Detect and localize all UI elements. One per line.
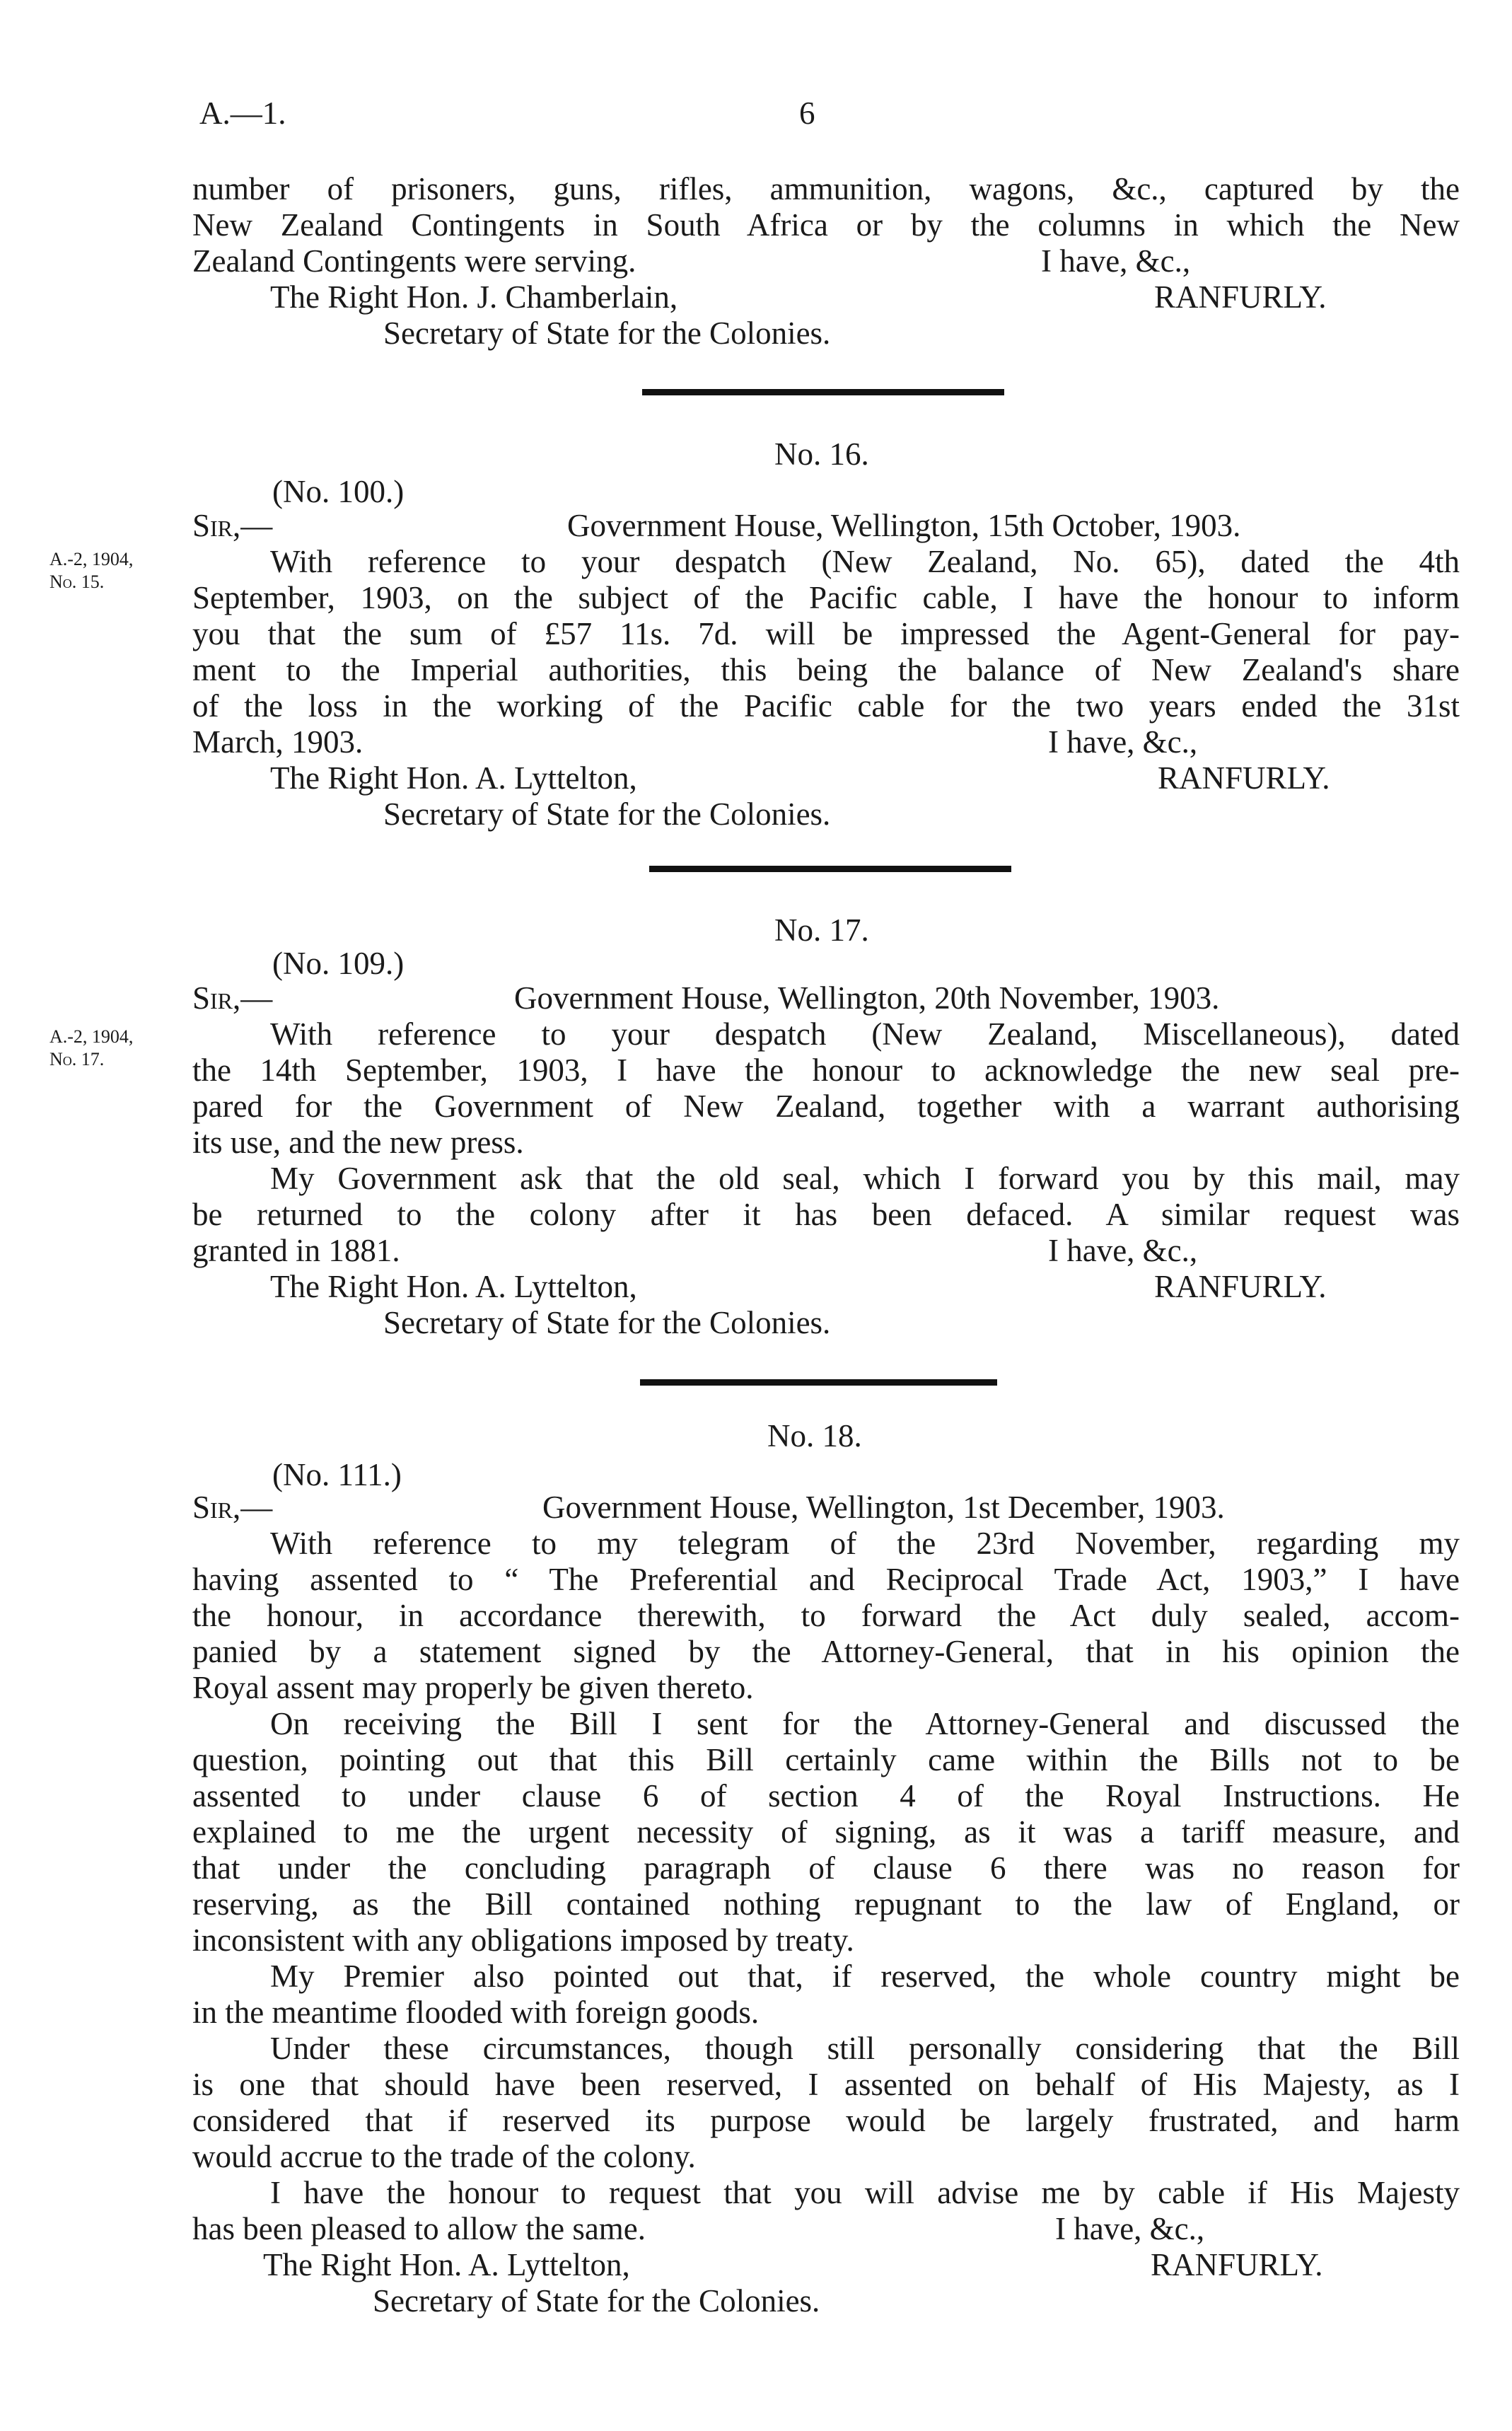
- section-rule: [649, 866, 1011, 872]
- text-line: its use, and the new press.: [192, 1125, 524, 1160]
- text-line: My Government ask that the old seal, which I forward you by this mail, may: [270, 1161, 1460, 1196]
- salutation: Sir,—: [192, 1490, 273, 1525]
- section-rule: [642, 389, 1004, 395]
- margin-note-line: A.-2, 1904,: [50, 549, 134, 569]
- closing-formula: I have, &c.,: [1048, 1233, 1198, 1268]
- text-line: is one that should have been reserved, I assented on behalf of His Majesty, as I: [192, 2067, 1460, 2102]
- addressee: The Right Hon. A. Lyttelton,: [270, 1269, 637, 1304]
- signature: RANFURLY.: [1158, 760, 1330, 796]
- closing-formula: I have, &c.,: [1041, 243, 1191, 279]
- text-line: reserving, as the Bill contained nothing repugnant to the law of England, or: [192, 1886, 1460, 1922]
- margin-note-line: A.-2, 1904,: [50, 1026, 134, 1047]
- closing-formula: I have, &c.,: [1048, 724, 1198, 760]
- text-line: considered that if reserved its purpose would be largely frustrated, and harm: [192, 2103, 1460, 2138]
- addressee-office: Secretary of State for the Colonies.: [383, 1305, 831, 1340]
- text-line: explained to me the urgent necessity of signing, as it was a tariff measure, and: [192, 1814, 1460, 1850]
- letter-number-heading: No. 18.: [767, 1418, 862, 1454]
- signature: RANFURLY.: [1151, 2247, 1323, 2282]
- addressee: The Right Hon. J. Chamberlain,: [270, 279, 678, 315]
- text-line: the honour, in accordance therewith, to forward the Act duly sealed, accom-: [192, 1598, 1460, 1633]
- page-reference: A.—1.: [199, 95, 286, 131]
- text-line: in the meantime flooded with foreign goods.: [192, 1995, 760, 2030]
- text-line: you that the sum of £57 11s. 7d. will be impressed the Agent-General for pay-: [192, 616, 1460, 651]
- text-line: panied by a statement signed by the Attorney-General, that in his opinion the: [192, 1634, 1460, 1669]
- text-line: number of prisoners, guns, rifles, ammunition, wagons, &c., captured by the: [192, 171, 1460, 207]
- text-line: I have the honour to request that you will advise me by cable if His Majesty: [270, 2175, 1460, 2210]
- text-line: ment to the Imperial authorities, this being the balance of New Zealand's share: [192, 652, 1460, 687]
- intro-block: [192, 171, 1460, 352]
- place-date: Government House, Wellington, 1st December, 1903.: [542, 1490, 1225, 1525]
- addressee-office: Secretary of State for the Colonies.: [383, 796, 831, 832]
- letter-reference: (No. 111.): [272, 1457, 402, 1492]
- letter-18-body: [192, 1490, 1460, 2319]
- text-line: Royal assent may properly be given thereto.: [192, 1670, 754, 1705]
- text-line: Zealand Contingents were serving.: [192, 243, 636, 279]
- text-line: inconsistent with any obligations imposed by treaty.: [192, 1922, 854, 1958]
- text-line: My Premier also pointed out that, if reserved, the whole country might be: [270, 1959, 1460, 1994]
- addressee-office: Secretary of State for the Colonies.: [373, 2283, 820, 2319]
- addressee: The Right Hon. A. Lyttelton,: [263, 2247, 630, 2282]
- salutation: Sir,—: [192, 980, 273, 1016]
- text-line: With reference to your despatch (New Zealand, Miscellaneous), dated: [270, 1016, 1460, 1052]
- text-line: pared for the Government of New Zealand, together with a warrant authorising: [192, 1089, 1460, 1124]
- letter-number-heading: No. 16.: [774, 436, 869, 472]
- place-date: Government House, Wellington, 15th October, 1903.: [567, 508, 1241, 543]
- text-line: has been pleased to allow the same.: [192, 2211, 646, 2246]
- salutation: Sir,—: [192, 508, 273, 543]
- text-line: With reference to your despatch (New Zealand, No. 65), dated the 4th: [270, 544, 1460, 579]
- text-line: the 14th September, 1903, I have the honour to acknowledge the new seal pre-: [192, 1052, 1460, 1088]
- text-line: assented to under clause 6 of section 4 of the Royal Instructions. He: [192, 1778, 1460, 1814]
- margin-note: [50, 1026, 133, 1071]
- addressee-office: Secretary of State for the Colonies.: [383, 315, 831, 351]
- letter-number-heading: No. 17.: [774, 912, 869, 948]
- text-line: New Zealand Contingents in South Africa or by the columns in which the New: [192, 207, 1460, 243]
- margin-note-line: No. 17.: [50, 1049, 105, 1069]
- section-rule: [640, 1379, 997, 1386]
- signature: RANFURLY.: [1154, 279, 1327, 315]
- text-line: On receiving the Bill I sent for the Attorney-General and discussed the: [270, 1706, 1460, 1741]
- letter-17-body: [192, 980, 1460, 1341]
- text-line: With reference to my telegram of the 23rd November, regarding my: [270, 1526, 1460, 1561]
- margin-note-line: No. 15.: [50, 572, 105, 592]
- place-date: Government House, Wellington, 20th November, 1903.: [514, 980, 1220, 1016]
- text-line: that under the concluding paragraph of clause 6 there was no reason for: [192, 1850, 1460, 1886]
- page-number: 6: [799, 95, 815, 131]
- signature: RANFURLY.: [1154, 1269, 1327, 1304]
- letter-reference: (No. 109.): [272, 946, 405, 981]
- text-line: of the loss in the working of the Pacific cable for the two years ended the 31st: [192, 688, 1460, 724]
- text-line: Under these circumstances, though still personally considering that the Bill: [270, 2031, 1460, 2066]
- text-line: March, 1903.: [192, 724, 364, 760]
- text-line: question, pointing out that this Bill certainly came within the Bills not to be: [192, 1742, 1460, 1777]
- margin-note: [50, 548, 133, 593]
- text-line: having assented to “ The Preferential and Reciprocal Trade Act, 1903,” I have: [192, 1562, 1460, 1597]
- text-line: granted in 1881.: [192, 1233, 400, 1268]
- letter-reference: (No. 100.): [272, 474, 405, 509]
- text-line: would accrue to the trade of the colony.: [192, 2139, 696, 2174]
- closing-formula: I have, &c.,: [1055, 2211, 1205, 2246]
- text-line: September, 1903, on the subject of the Pacific cable, I have the honour to inform: [192, 580, 1460, 615]
- addressee: The Right Hon. A. Lyttelton,: [270, 760, 637, 796]
- text-line: be returned to the colony after it has been defaced. A similar request was: [192, 1197, 1460, 1232]
- letter-16-body: [192, 508, 1460, 832]
